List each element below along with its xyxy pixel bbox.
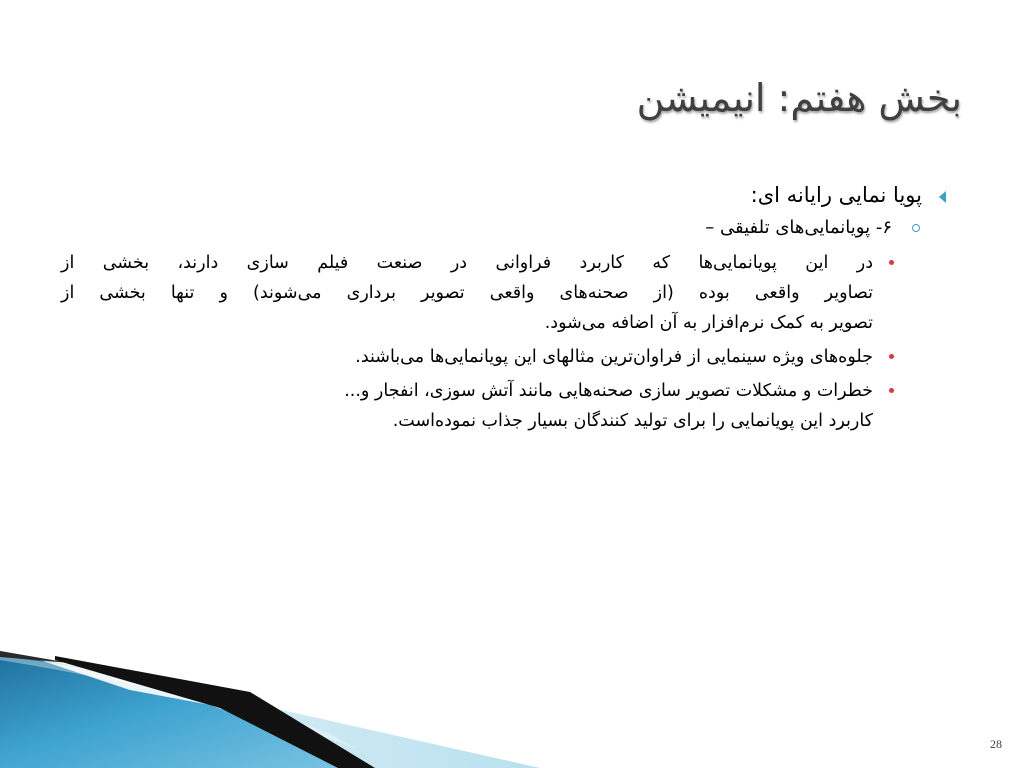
bullet-text-line: جلوه‌های ویژه سینمایی از فراوان‌ترین مثالهای این پویانمایی‌ها می‌باشند. — [355, 347, 873, 367]
footer-swoosh-graphic — [0, 638, 1024, 768]
bullet-text-line: تصویر به کمک نرم‌افزار به آن اضافه می‌شود. — [544, 313, 873, 333]
triangle-bullet-icon — [939, 191, 946, 203]
slide-content — [61, 178, 946, 439]
dot-bullet-icon — [889, 260, 894, 265]
bullet-level3 — [61, 248, 894, 338]
bullet-text-line: در این پویانمایی‌ها که کاربرد فراوانی در صنعت فیلم سازی دارند، بخشی از — [61, 253, 873, 273]
page-number: 28 — [990, 737, 1002, 751]
bullet-level3 — [61, 342, 894, 372]
circle-bullet-icon — [912, 224, 920, 232]
bullet-level2 — [61, 212, 920, 244]
bullet-level1-text: پویا نمایی رایانه ای: — [750, 183, 922, 207]
dot-bullet-icon — [889, 388, 894, 393]
bullet-text-line: خطرات و مشکلات تصویر سازی صحنه‌هایی مانند آتش سوزی، انفجار و... — [344, 381, 873, 401]
bullet-level1 — [61, 178, 946, 212]
bullet-level3 — [61, 376, 894, 436]
bullet-text-line: تصاویر واقعی بوده (از صحنه‌های واقعی تصویر برداری می‌شوند) و تنها بخشی از — [61, 283, 873, 303]
slide-title: بخش هفتم: انیمیشن — [636, 76, 962, 120]
bullet-level2-text: ۶- پویانمایی‌های تلفیقی – — [705, 217, 892, 238]
bullet-text-line: کاربرد این پویانمایی را برای تولید کنندگان بسیار جذاب نموده‌است. — [392, 411, 873, 431]
dot-bullet-icon — [889, 354, 894, 359]
